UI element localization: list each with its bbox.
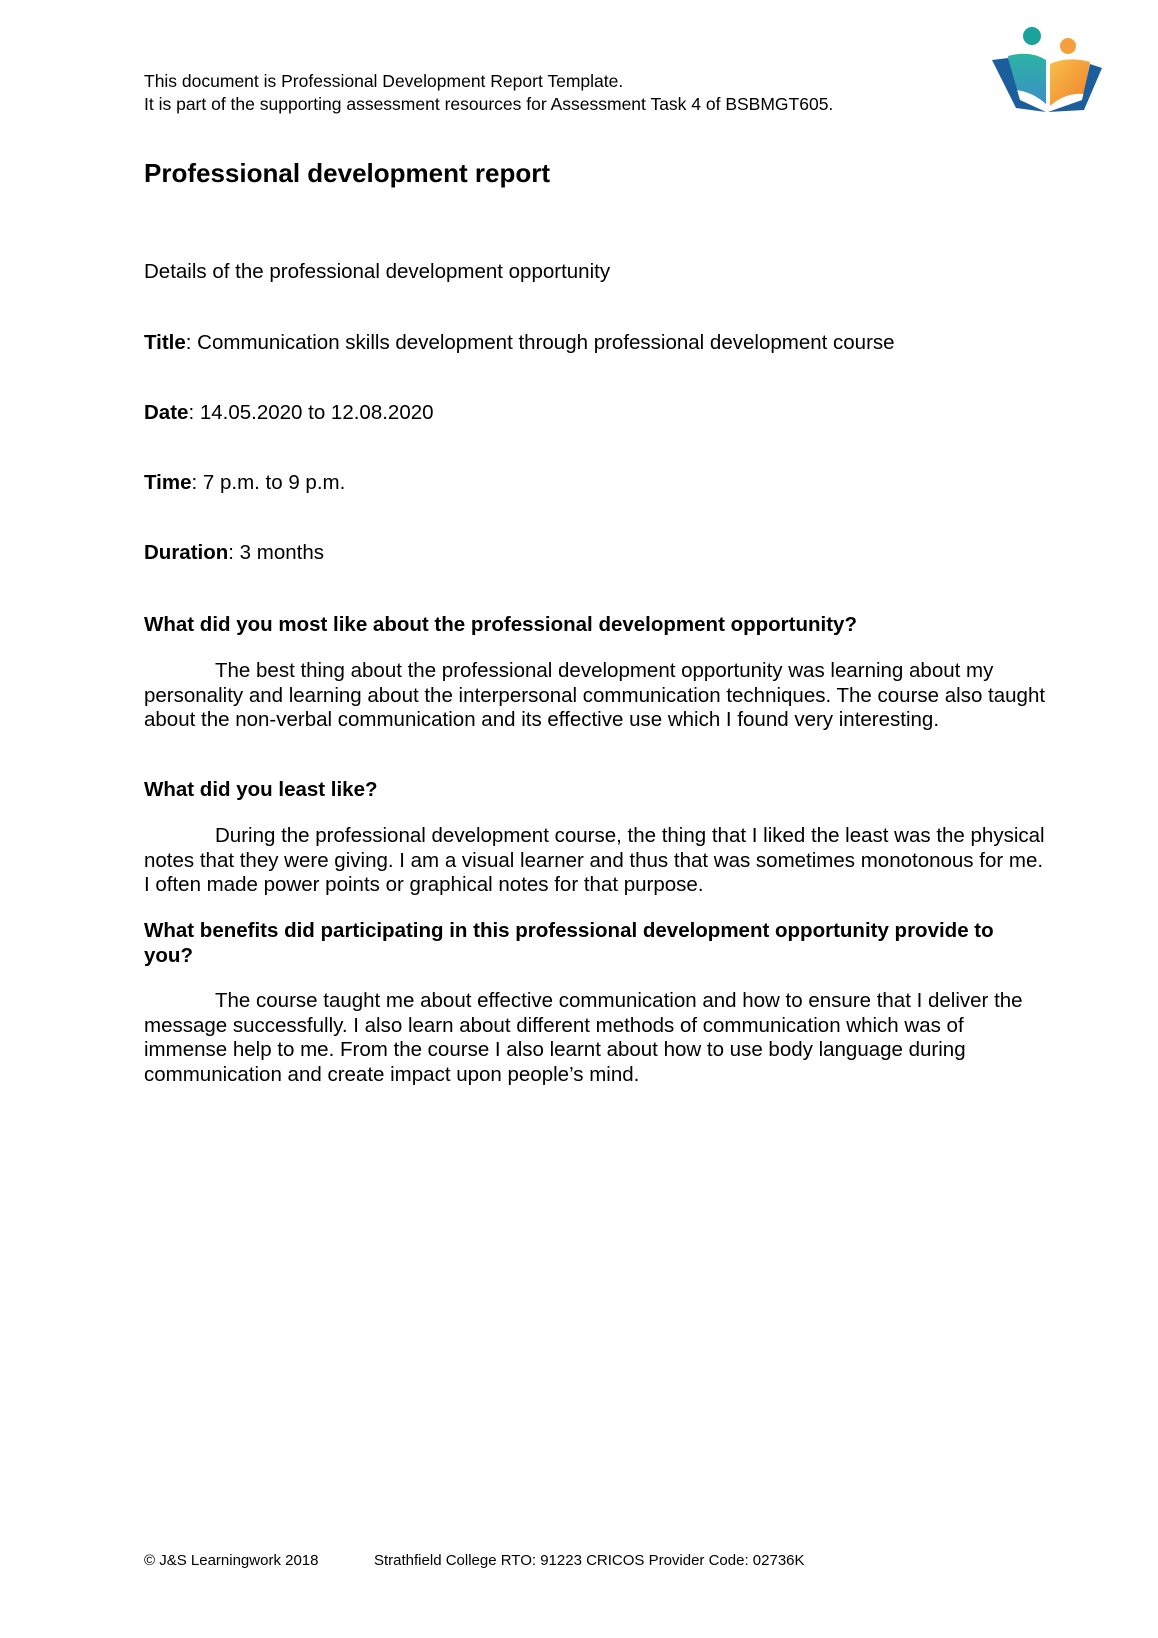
- least-like-question: What did you least like?: [144, 778, 378, 801]
- duration-field-value: : 3 months: [228, 541, 324, 564]
- header-line-1: This document is Professional Development Report Template.: [144, 71, 624, 91]
- title-field-value: : Communication skills development through professional development course: [185, 331, 895, 354]
- benefits-question: What benefits did participating in this professional development opportunity provide to you?: [144, 919, 994, 967]
- time-field-value: : 7 p.m. to 9 p.m.: [191, 471, 346, 494]
- document-header: [144, 70, 833, 116]
- page-title: Professional development report: [144, 158, 550, 188]
- footer-copyright: © J&S Learningwork 2018: [144, 1552, 319, 1569]
- people-book-logo-icon: [986, 24, 1108, 116]
- details-heading: Details of the professional development opportunity: [144, 260, 611, 283]
- time-field-label: Time: [144, 471, 192, 494]
- most-like-answer: The best thing about the professional development opportunity was learning about my personality and learning about the interpersonal communication techniques. The course also taught about the non-verbal communication and its effective use which I found very interesting.: [144, 659, 1046, 732]
- duration-field: [144, 540, 324, 566]
- benefits-answer: The course taught me about effective communication and how to ensure that I deliver the message successfully. I also learn about different methods of communication which was of immense help to me. From the course I also learnt about how to use body language during communication and create impact upon people’s mind.: [144, 989, 1023, 1086]
- page-footer: [144, 1552, 805, 1569]
- date-field-value: : 14.05.2020 to 12.08.2020: [188, 401, 434, 424]
- least-like-answer: During the professional development course, the thing that I liked the least was the physical notes that they were giving. I am a visual learner and thus that was sometimes monotonous for me. I often made power points or graphical notes for that purpose.: [144, 824, 1045, 897]
- date-field-label: Date: [144, 401, 189, 424]
- most-like-question: What did you most like about the professional development opportunity?: [144, 613, 857, 636]
- header-line-2: It is part of the supporting assessment resources for Assessment Task 4 of BSBMGT605.: [144, 94, 834, 114]
- title-field-label: Title: [144, 331, 186, 354]
- footer-rto: Strathfield College RTO: 91223 CRICOS Provider Code: 02736K: [374, 1552, 805, 1569]
- title-field: [144, 330, 895, 356]
- time-field: [144, 470, 345, 496]
- date-field: [144, 400, 434, 426]
- duration-field-label: Duration: [144, 541, 229, 564]
